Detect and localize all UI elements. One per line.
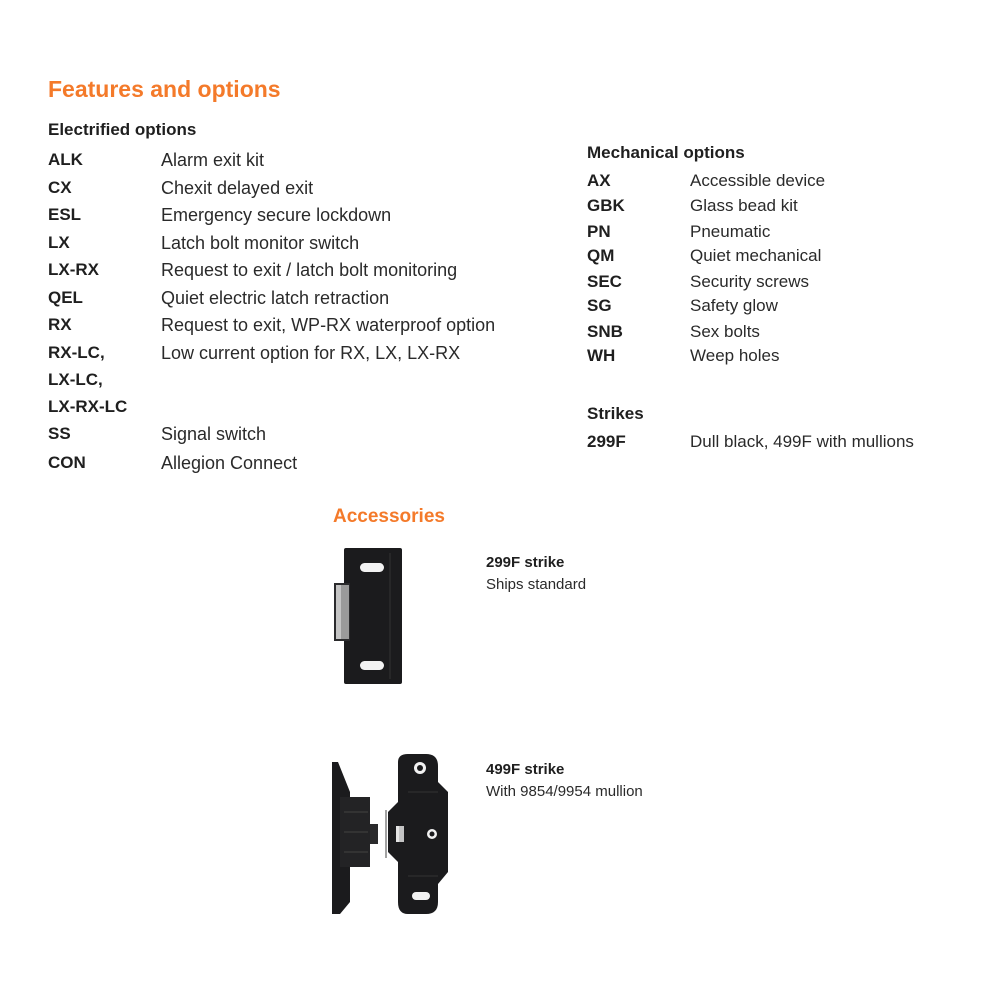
option-code: SEC [587,272,622,291]
option-code: RX [48,315,72,334]
accessories-heading: Accessories [333,506,445,527]
option-description: Accessible device [690,171,826,190]
option-description: Request to exit / latch bolt monitoring [161,260,458,280]
option-code: SG [587,296,612,315]
option-code: SS [48,424,71,443]
option-description: Chexit delayed exit [161,178,314,198]
option-description: Security screws [690,272,810,291]
option-code: 299F [587,432,626,451]
option-description: Dull black, 499F with mullions [690,432,914,451]
option-code: GBK [587,196,625,215]
accessory-description: Ships standard [486,576,587,593]
option-code: RX-LC, LX-LC, LX-RX-LC [48,343,128,416]
strikes-heading: Strikes [587,404,644,423]
accessory-description: With 9854/9954 mullion [486,783,643,800]
option-code: CX [48,178,72,197]
option-code: AX [587,171,611,190]
option-description: Safety glow [690,296,778,315]
option-description: Alarm exit kit [161,150,265,170]
electrified-options-heading: Electrified options [48,120,197,139]
option-description: Sex bolts [690,322,760,341]
option-description: Pneumatic [690,222,771,241]
option-description: Weep holes [690,346,780,365]
option-description: Glass bead kit [690,196,798,215]
option-description: Emergency secure lockdown [161,205,392,225]
mechanical-options-heading: Mechanical options [587,143,745,162]
option-code: SNB [587,322,623,341]
option-description: Signal switch [161,424,267,444]
option-description: Latch bolt monitor switch [161,233,360,253]
option-code: ALK [48,150,83,169]
option-code: WH [587,346,616,365]
accessory-name: 499F strike [486,761,565,778]
option-description: Quiet mechanical [690,246,822,265]
option-code: ESL [48,205,82,224]
accessory-name: 299F strike [486,554,565,571]
option-code: CON [48,453,86,472]
option-code: QEL [48,288,83,307]
option-code: LX-RX [48,260,99,279]
option-code: PN [587,222,611,241]
option-description: Request to exit, WP-RX waterproof option [161,315,496,335]
strike-499f-image [326,752,461,917]
option-code: QM [587,246,615,265]
page-title: Features and options [48,76,281,102]
option-description: Quiet electric latch retraction [161,288,390,308]
strike-299f-image [330,545,410,687]
option-description: Low current option for RX, LX, LX-RX [161,343,461,363]
option-code: LX [48,233,70,252]
option-description: Allegion Connect [161,453,298,473]
